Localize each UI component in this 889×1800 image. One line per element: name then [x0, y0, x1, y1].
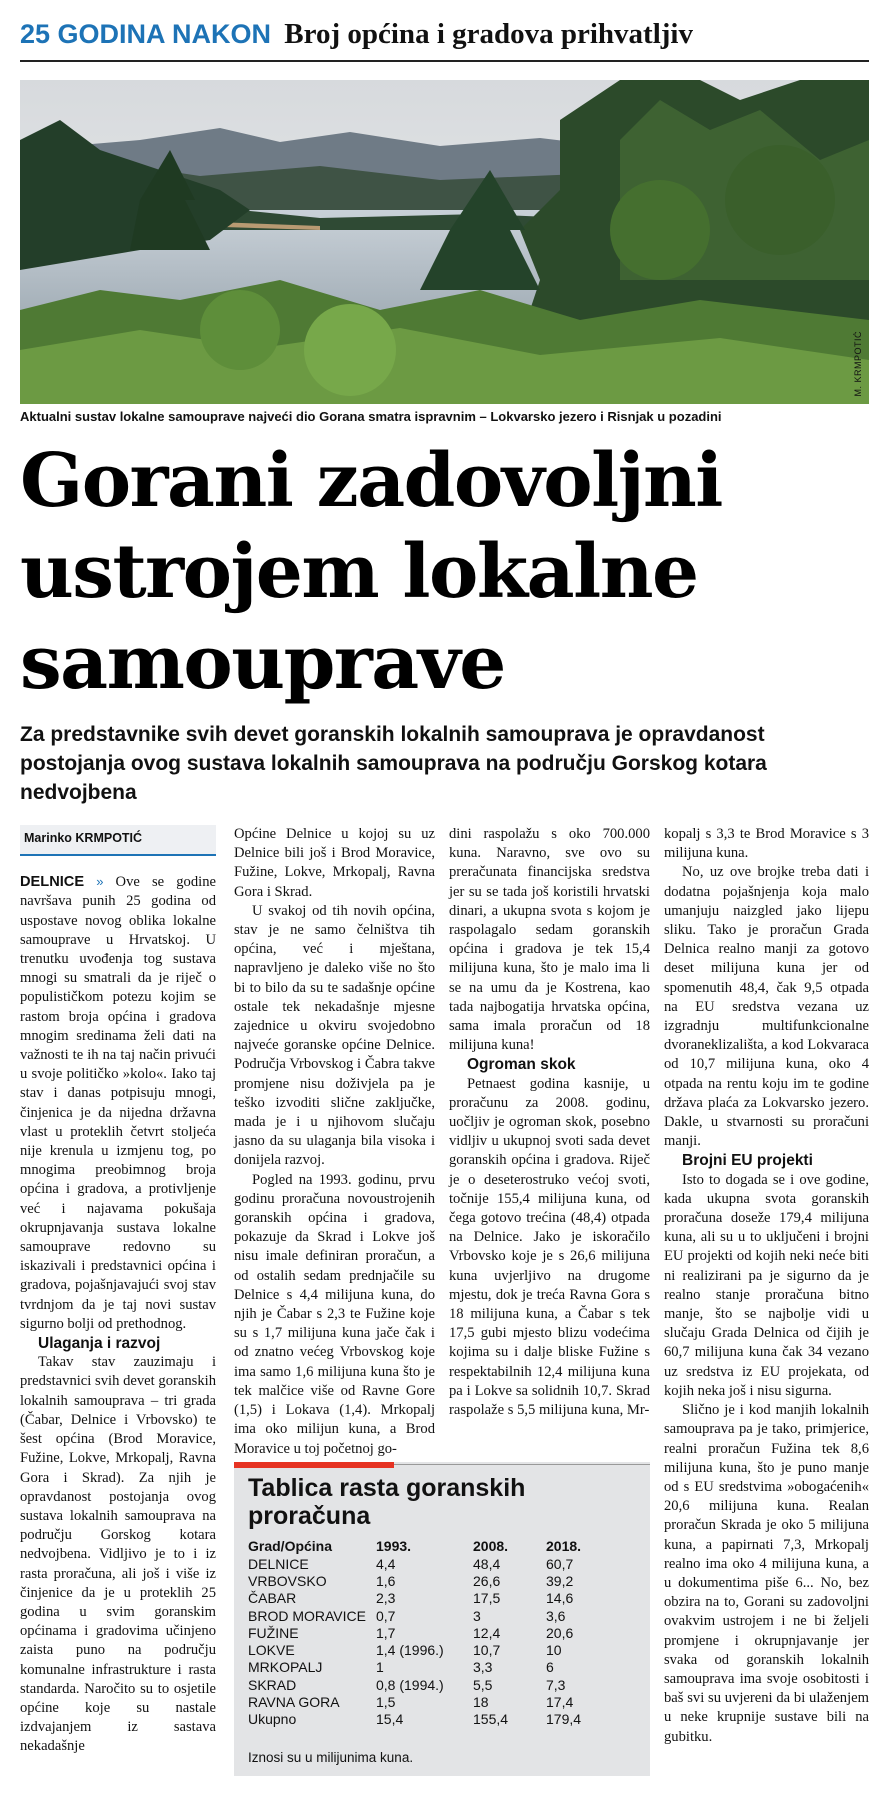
table-cell: ČABAR — [248, 1590, 297, 1607]
table-header-row — [248, 1537, 616, 1555]
table-row — [248, 1693, 616, 1710]
paragraph: Takav stav zauzimaju i predstavnici svih devet goranskih lokalnih samouprava – tri grada (Čabar, Delnice i Vrbovsko) te šest općina (Brod Moravice, Fužine, Lokve, Mrkopalj, Ravna Gora i Skrad). Za njih je opravdanost postojanja ovog sustava lokalnih samouprava na području Gorskog kotara nedvojbena. Vidljivo je to i iz rasta proračuna, ali još i više iz činjenice da je u proteklih 25 godina u svim goranskim općinama i gradovima učinjeno zaista puno na području komunalne infrastrukture i rasta standarda. Naročito su to osjetile općine koje su nastale izdvajanjem iz sastava nekadašnje — [20, 1354, 216, 1755]
table-cell: 2,3 — [376, 1590, 396, 1607]
paragraph-text: Ove se godine navršava punih 25 godina od uspostave novog oblika lokalne samouprave u Hrvatskoj. U trenutku uvođenja tog sustava mnogi su smatrali da je riječ o populističkom potezu kojim se rastom broja općina i gradova mnogim sredinama želi dati na važnosti te ih na taj način privući u svoje političko »kolo«. Iako taj stav i danas potpisuju mnogi, činjenica je da nijedna državna vlast u proteklih četvrt stoljeća nije krenula u izmjenu tog, po mnogima preobimnog broja općina i gradova, a protivljenje već i najavama pokušaja okrupnjavanja sustava lokalne samouprave redovno su iskazivali i predstavnici općina i gradova, pojašnjavajući svoj stav tvrdnjom da je taj novi sustav sigurno bolji od prethodnog. — [20, 874, 216, 1332]
column-header: 2018. — [546, 1538, 582, 1554]
table-cell: 3 — [473, 1607, 481, 1624]
table-cell: 14,6 — [546, 1590, 574, 1607]
table-cell: 1,5 — [376, 1694, 396, 1711]
table-accent-bar — [234, 1462, 394, 1468]
table-cell: 1,6 — [376, 1572, 396, 1589]
paragraph: kopalj s 3,3 te Brod Moravice s 3 milijuna kuna. — [664, 826, 869, 862]
table-cell: 10,7 — [473, 1642, 501, 1659]
table-row — [248, 1676, 616, 1693]
table-title: Tablica rasta goranskih proračuna — [248, 1474, 526, 1530]
table-cell: FUŽINE — [248, 1624, 299, 1641]
table-cell: 39,2 — [546, 1572, 574, 1589]
table-cell: 155,4 — [473, 1711, 509, 1728]
table-cell: VRBOVSKO — [248, 1572, 327, 1589]
table-cell: 18 — [473, 1694, 489, 1711]
table-row — [248, 1659, 616, 1676]
paragraph: Isto to dogada se i ove godine, kada ukupna svota goranskih proračuna doseže 179,4 milijuna kuna, ali su u to uključeni i brojni EU projekti od kojih neki neće biti ni realizirani pa je sigurno da je realno stanje proračuna bitno manje, što se najbolje vidi u slučaju Grada Delnica od čijih je 60,7 milijuna kuna čak 34 vezano uz sredstva iz EU projekata, od kojih neka još i nisu sigurna. — [664, 1171, 869, 1399]
table-cell: Ukupno — [248, 1711, 297, 1728]
paragraph: Petnaest godina kasnije, u proračunu za 2008. godinu, uočljiv je ogroman skok, posebno vidljiv u ukupnoj svoti sada devet goranskih općina i gradova. Riječ je o deseterostruko većoj svoti, točnije 155,4 milijuna kuna, od čega gotovo trećina (48,4) otpada na Delnice. Jako je iskoračilo Vrbovsko koje je s 26,6 milijuna kuna uvjerljivo na drugome mjestu, dok je treća Ravna Gora s 18 milijuna kuna, a Čabar s tek 17,5 gubi mjesto blizu vodećima kojima su i dalje bliske Fužine s respektabilnih 12,4 milijuna kuna pa i Lokve sa solidnih 10,7. Skrad raspolaže s 5,5 milijuna kuna, Mr- — [449, 1075, 650, 1419]
table-row — [248, 1607, 616, 1624]
lake-photo — [20, 80, 869, 404]
paragraph: Slično je i kod manjih lokalnih samouprava pa je tako, primjerice, realni proračun Fužina tek 8,6 milijuna kuna, što je puno manje od s EU sredstvima »obogaćenih« 20,6 milijuna kuna. Realan proračun Skrada je oko 5 milijuna kuna, a papirnati 7,3, Mrkopalj realno ima oko 4 milijuna kuna, a u dokumentima piše 6... No, bez obzira na to, Gorani su zadovoljni ovakvim ustrojem i ne bi željeli promjene i okrupnjavanje jer svaka od goranskih lokalnih samouprava ima svoje osobitosti i baš svi su uvjereni da bi ulaženjem u neke krupnije sustave bili na gubitku. — [664, 1402, 869, 1745]
table-cell: 1,7 — [376, 1624, 396, 1641]
table-cell: 4,4 — [376, 1555, 396, 1572]
column-1 — [20, 825, 216, 1757]
table-cell: 1,4 (1996.) — [376, 1642, 444, 1659]
table-cell: 3,6 — [546, 1607, 566, 1624]
column-4 — [664, 825, 869, 1747]
paragraph: dini raspolažu s oko 700.000 kuna. Naravno, sve ovo su preračunata financijska sredstva jer su se tada još koristili hrvatski dinari, a ukupna svota s kojom je raspolagalo sedam goranskih općina i gradova je tek 15,4 milijuna kuna, što je malo ima li se na umu da je Kostrena, kao tada najbogatija hrvatska općina, sama imala proračun od 18 milijuna kuna! — [449, 826, 650, 1054]
table-cell: 15,4 — [376, 1711, 404, 1728]
kicker-title: Broj općina i gradova prihvatljiv — [284, 18, 693, 50]
table-cell: 20,6 — [546, 1624, 574, 1641]
subheading: Ogroman skok — [467, 1056, 576, 1074]
column-header: Grad/Općina — [248, 1538, 333, 1554]
table-note: Iznosi su u milijunima kuna. — [248, 1750, 414, 1765]
table-cell: SKRAD — [248, 1676, 297, 1693]
kicker — [20, 18, 869, 58]
column-header: 2008. — [473, 1538, 509, 1554]
table-row — [248, 1590, 616, 1607]
table-cell: 7,3 — [546, 1676, 566, 1693]
dateline-arrow-icon: » — [96, 874, 104, 890]
column-2 — [234, 825, 435, 1459]
table-cell: 3,3 — [473, 1659, 493, 1676]
photo-credit: M. KRMPOTIĆ — [853, 330, 863, 396]
paragraph: U svakoj od tih novih općina, stav je ne samo čelništva tih općina, već i mještana, napravljeno je daleko više no što bi to bilo da su te sadašnje općine ostale tek nekadašnje mjesne zajednice u okviru svojedobno najveće goranske općine Delnice. Područja Vrbovskog i Čabra takve promjene nisu doživjela pa je teško izvoditi slične zaključke, mada je i u njihovom slučaju jasno da su ulaganja bila visoka i donijela razvoj. — [234, 902, 435, 1169]
headline: Gorani zadovoljni ustrojem lokalne samouprave — [20, 438, 722, 706]
kicker-label: 25 GODINA NAKON — [20, 19, 272, 49]
table-cell: 17,4 — [546, 1694, 574, 1711]
table-top-rule — [394, 1464, 650, 1465]
table-cell: MRKOPALJ — [248, 1659, 323, 1676]
table-cell: 5,5 — [473, 1676, 493, 1693]
table-row — [248, 1555, 616, 1572]
table-cell: 179,4 — [546, 1711, 582, 1728]
paragraph — [20, 872, 216, 1334]
deck: Za predstavnike svih devet goranskih lokalnih samouprava je opravdanost postojanja ovog sustava lokalnih samouprava na području Gorskog kotara nedvojbena — [20, 723, 767, 804]
paragraph: Općine Delnice u kojoj su uz Delnice bili još i Brod Moravice, Fužine, Lokve, Mrkopalj, Ravna Gora i Skrad. — [234, 826, 435, 900]
table-cell: RAVNA GORA — [248, 1694, 340, 1711]
table-row — [248, 1624, 616, 1641]
subheading: Ulaganja i razvoj — [38, 1335, 161, 1353]
table-cell: 26,6 — [473, 1572, 501, 1589]
table-cell: 6 — [546, 1659, 554, 1676]
table-cell: 60,7 — [546, 1555, 574, 1572]
table-total-row — [248, 1711, 616, 1728]
author-byline: Marinko KRMPOTIĆ — [20, 825, 216, 856]
table-cell: 48,4 — [473, 1555, 501, 1572]
table-row — [248, 1572, 616, 1589]
header-rule — [20, 60, 869, 62]
subheading: Brojni EU projekti — [682, 1152, 813, 1170]
budget-table-box — [234, 1462, 650, 1776]
budget-table — [248, 1537, 616, 1728]
photo-caption: Aktualni sustav lokalne samouprave najveći dio Gorana smatra ispravnim – Lokvarsko jezero i Risnjak u pozadini — [20, 409, 722, 424]
table-cell: LOKVE — [248, 1642, 295, 1659]
table-cell: 0,7 — [376, 1607, 396, 1624]
table-cell: DELNICE — [248, 1555, 309, 1572]
paragraph: Pogled na 1993. godinu, prvu godinu proračuna novoustrojenih goranskih općina i gradova, pokazuje da Skrad i Lokve još nisu imale definiran proračun, a od ostalih sedam prednjačile su Delnice s 4,4 milijuna kuna, do njih je Čabar s 2,3 te Fužine koje su s 1,7 milijuna kuna jače čak i od znatno većeg Vrbovskog koje ima samo 1,6 milijuna kuna što je tek malčice više od Ravne Gore (1,5) i Lokava (1,4). Mrkopalj ima oko milijun kuna, a Brod Moravice u toj početnoj go- — [234, 1171, 435, 1457]
column-header: 1993. — [376, 1538, 412, 1554]
table-cell: 1 — [376, 1659, 384, 1676]
table-cell: 12,4 — [473, 1624, 501, 1641]
column-3 — [449, 825, 650, 1420]
paragraph: No, uz ove brojke treba dati i dodatna pojašnjenja koja malo umanjuju naizgled jako lijepu sliku. Tako je proračun Grada Delnica realno manji za gotovo deset milijuna kuna jer od spomenutih 48,4, čak 9,5 otpada na EU sredstva vezana uz izgradnju multifunkcionalne dvoraneklizališta, a kod Lokvaraca od 10,7 milijuna kuna, oko 4 otpada na rentu koju im te godine država plaća za Lokvarsko jezero. Dakle, u stvarnosti su proračuni manji. — [664, 864, 869, 1150]
dateline: DELNICE — [20, 874, 85, 891]
table-cell: 17,5 — [473, 1590, 501, 1607]
table-cell: BROD MORAVICE — [248, 1607, 366, 1624]
table-cell: 10 — [546, 1642, 562, 1659]
table-cell: 0,8 (1994.) — [376, 1676, 444, 1693]
table-row — [248, 1641, 616, 1658]
